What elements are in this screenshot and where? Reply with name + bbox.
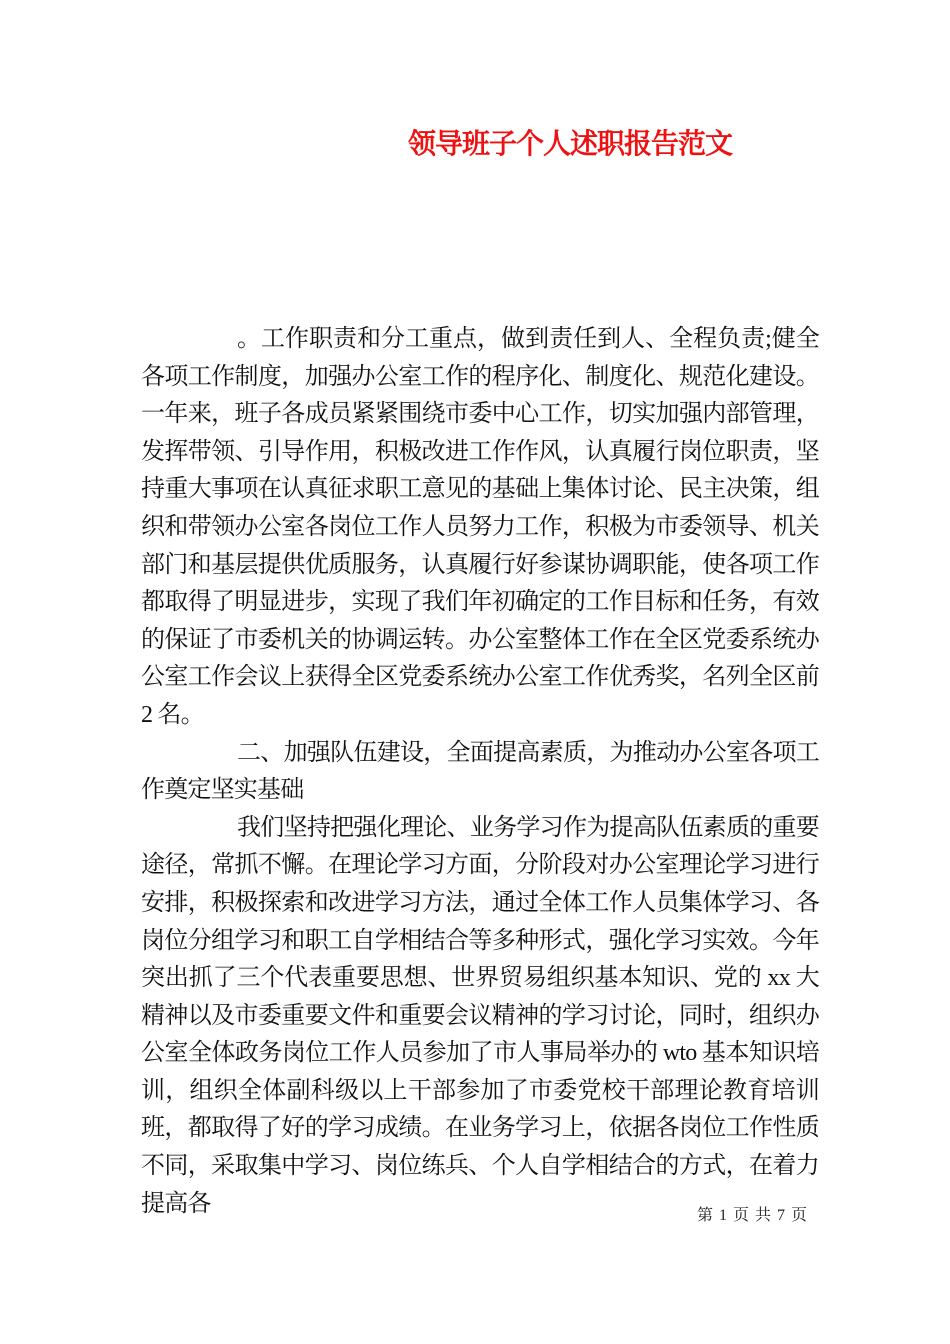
body-paragraph-3: 我们坚持把强化理论、业务学习作为提高队伍素质的重要途径，常抓不懈。在理论学习方面，分阶段对办公室理论学习进行安排，积极探索和改进学习方法，通过全体工作人员集体学习、各岗位分组学习和职工自学相结合等多种形式，强化学习实效。今年突出抓了三个代表重要思想、世界贸易组织基本知识、党的 xx 大精神以及市委重要文件和重要会议精神的学习讨论，同时，组织办公室全体政务岗位工作人员参加了市人事局举办的 wto 基本知识培训，组织全体副科级以上干部参加了市委党校干部理论教育培训班，都取得了好的学习成绩。在业务学习上，依据各岗位工作性质不同，采取集中学习、岗位练兵、个人自学相结合的方式，在着力提高各	[141, 814, 819, 1217]
document-body	[141, 321, 819, 1223]
body-paragraph-1: 。工作职责和分工重点，做到责任到人、全程负责;健全各项工作制度，加强办公室工作的程序化、制度化、规范化建设。一年来，班子各成员紧紧围绕市委中心工作，切实加强内部管理，发挥带领、引导作用，积极改进工作作风，认真履行岗位职责，坚持重大事项在认真征求职工意见的基础上集体讨论、民主决策，组织和带领办公室各岗位工作人员努力工作，积极为市委领导、机关部门和基层提供优质服务，认真履行好参谋协调职能，使各项工作都取得了明显进步，实现了我们年初确定的工作目标和任务，有效的保证了市委机关的协调运转。办公室整体工作在全区党委系统办公室工作会议上获得全区党委系统办公室工作优秀奖，名列全区前 2 名。	[141, 326, 819, 728]
page-number-footer: 第 1 页 共 7 页	[696, 1207, 808, 1224]
document-title: 领导班子个人述职报告范文	[408, 129, 733, 160]
body-paragraph-2: 二、加强队伍建设，全面提高素质，为推动办公室各项工作奠定坚实基础	[141, 739, 819, 804]
